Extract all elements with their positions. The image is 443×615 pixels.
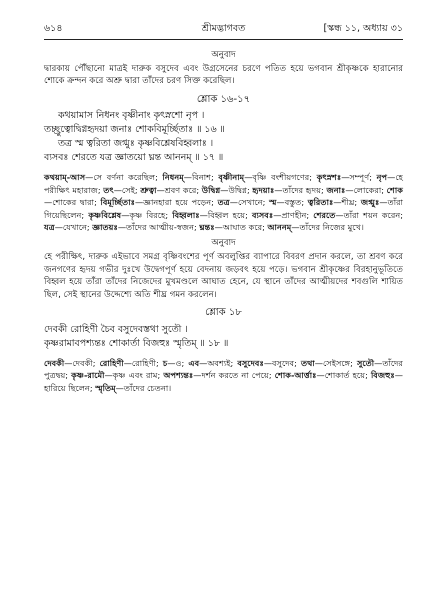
synonym-word: হৃদয়াঃ bbox=[252, 184, 275, 195]
synonym-meaning: তাঁদের পুত্রদ্বয় bbox=[44, 357, 403, 381]
synonym-word: শেরতে bbox=[313, 209, 336, 220]
header-divider bbox=[44, 39, 403, 40]
synonym-meaning: কৃষ্ণ এবং রাম bbox=[112, 370, 158, 381]
synonym-meaning: তাঁদের হৃদয় bbox=[282, 184, 322, 195]
synonym-meaning: সম্পূর্ণ bbox=[349, 172, 370, 183]
synonym-meaning: দেবকী bbox=[72, 357, 93, 368]
synonym-meaning: সেই bbox=[121, 184, 135, 195]
synonym-meaning: উদ্বিগ্ন bbox=[228, 184, 247, 195]
synonym-word: আননম্ bbox=[267, 222, 292, 232]
translation-text: দ্বারকায় পৌঁছানো মাত্রই দারুক বসুদেব এবং উগ্রসেনের চরণে পতিত হয়ে ভগবান শ্রীকৃষ্ণকে হারানোর শোকে ক্রন্দন করে অশ্রু দ্বারা তাঁদের চরণ সিক্ত করেছিল। bbox=[44, 63, 403, 87]
synonym-word: স্ম bbox=[269, 197, 277, 208]
synonyms-block: দেবকী—দেবকী; রোহিণী—রোহিণী; চ—ও; এব—অবশ্যই; বসুদেবঃ—বসুদেব; তথা—সেইসঙ্গে; সুতৌ—তাঁদের পুত্রদ্বয়; কৃষ্ণ-রামৌ—কৃষ্ণ এবং রাম; অপশ্যন্তঃ—দর্শন করতে না পেয়ে; শোক-আর্ত্তাঃ—শোকার্ত হয়ে; বিজহুঃ—হারিয়ে ছিলেন; স্মৃতিম্—তাঁদের চেতনা। bbox=[44, 357, 403, 393]
synonym-meaning: সেইসঙ্গে bbox=[322, 357, 351, 368]
synonym-meaning: তাঁদের নিজের মুখে bbox=[299, 222, 361, 232]
translation-heading: অনুবাদ bbox=[211, 238, 236, 249]
synonym-word: উদ্বিগ্ন bbox=[201, 184, 221, 195]
synonym-meaning: তাঁদের চেতনা bbox=[123, 382, 169, 393]
synonym-meaning: তাঁরা গিয়েছিলেন bbox=[44, 197, 403, 220]
synonym-word: তৎ bbox=[103, 184, 114, 195]
synonym-word: কথয়াম্-আস bbox=[44, 172, 86, 183]
synonym-meaning: ও bbox=[175, 357, 182, 368]
synonym-word: কৃষ্ণবিশ্লেষ bbox=[88, 209, 122, 220]
synonym-meaning: যেখানে bbox=[62, 222, 87, 232]
synonym-word: জগ্মুঃ bbox=[360, 197, 380, 208]
synonym-meaning: বস্তুত bbox=[284, 197, 302, 208]
synonym-meaning: দর্শন করতে না পেয়ে bbox=[201, 370, 269, 381]
synonym-meaning: বৃষ্ণি বংশীয়গণের bbox=[252, 172, 310, 183]
synonym-word: নৃপ bbox=[376, 172, 388, 183]
synonym-meaning: প্রাণহীন bbox=[281, 209, 307, 220]
page-header bbox=[44, 22, 403, 38]
shloka-title: শ্লোক ১৬-১৭ bbox=[196, 93, 251, 105]
synonym-meaning: জ্ঞানহারা হয়ে পড়েন bbox=[143, 197, 212, 208]
synonym-word: শোক-আর্ত্তাঃ bbox=[274, 370, 317, 381]
page-content bbox=[44, 48, 403, 398]
synonym-meaning: হে পরীক্ষিৎ মহারাজ bbox=[44, 172, 403, 195]
synonym-meaning: সে বর্ণনা করেছিল bbox=[93, 172, 156, 183]
synonym-meaning: বিনাশ bbox=[191, 172, 211, 183]
synonym-word: শোক bbox=[386, 184, 403, 195]
page-number: ৬১৪ bbox=[44, 23, 63, 34]
synonym-word: যত্র bbox=[44, 222, 55, 232]
synonym-meaning: সেখানে bbox=[237, 197, 263, 208]
synonym-meaning: তাঁদের আত্মীয়-স্বজন bbox=[126, 222, 194, 232]
book-title: শ্রীমদ্ভাগবত bbox=[201, 23, 246, 34]
verse-line: কৃষ্ণরামাবপশ্যন্তঃ শোকার্তা বিজহুঃ স্মৃতিম্ ॥ ১৮ ॥ bbox=[44, 337, 229, 349]
synonym-word: বিজহুঃ bbox=[370, 370, 395, 381]
synonym-meaning: শ্রবণ করে bbox=[164, 184, 197, 195]
synonym-meaning: শোকার্ত হয়ে bbox=[324, 370, 366, 381]
synonym-word: এব bbox=[188, 357, 200, 368]
synonym-word: শ্রুত্বা bbox=[140, 184, 157, 195]
synonym-word: রোহিণী bbox=[99, 357, 124, 368]
synonym-word: দেবকী bbox=[44, 357, 65, 368]
synonym-meaning: বসুদেব bbox=[272, 357, 295, 368]
chapter-reference: [স্কন্ধ ১১, অধ্যায় ৩১ bbox=[323, 23, 403, 34]
synonym-meaning: অবশ্যই bbox=[207, 357, 231, 368]
synonym-meaning: শীঘ্র bbox=[341, 197, 355, 208]
synonym-word: জনাঃ bbox=[326, 184, 346, 195]
synonym-word: জ্ঞাতয়ঃ bbox=[92, 222, 118, 232]
verse-line: তত্র স্ম ত্বরিতা জগ্মুঃ কৃষ্ণবিশ্লেষবিহ্বলাঃ । bbox=[58, 138, 214, 150]
synonym-word: স্মৃতিম্ bbox=[95, 382, 116, 393]
verse-line: ব্যসবঃ শেরতে যত্র জ্ঞাতয়ো ঘ্নন্ত আননম্ ॥ ১৭ ॥ bbox=[44, 152, 224, 164]
synonym-word: সুতৌ bbox=[356, 357, 375, 368]
synonym-meaning: তাঁরা শয়ন করেন bbox=[343, 209, 401, 220]
synonym-word: ত্বরিতাঃ bbox=[307, 197, 334, 208]
synonym-word: বিহ্বলাঃ bbox=[172, 209, 200, 220]
synonym-word: কৃষ্ণ-রামৌ bbox=[71, 370, 105, 381]
synonym-word: তত্র bbox=[217, 197, 230, 208]
verse-line: কথয়ামাস নিধনং বৃষ্ণীনাং কৃৎস্নশো নৃপ । bbox=[58, 110, 205, 122]
synonym-word: বসুদেবঃ bbox=[237, 357, 264, 368]
synonym-meaning: শোকের দ্বারা bbox=[52, 197, 95, 208]
synonym-word: বৃষ্ণীনাম্ bbox=[218, 172, 245, 183]
synonyms-block: কথয়াম্-আস—সে বর্ণনা করেছিল; নিধনম্—বিনাশ; বৃষ্ণীনাম্—বৃষ্ণি বংশীয়গণের; কৃৎস্নশঃ—সম্পূর্ণ; নৃপ—হে পরীক্ষিৎ মহারাজ; তৎ—সেই; শ্রুত্বা—শ্রবণ করে; উদ্বিগ্ন—উদ্বিগ্ন; হৃদয়াঃ—তাঁদের হৃদয়; জনাঃ—লোকেরা; শোক—শোকের দ্বারা; বিমূর্চ্ছিতাঃ—জ্ঞানহারা হয়ে পড়েন; তত্র—সেখানে; স্ম—বস্তুত; ত্বরিতাঃ—শীঘ্র; জগ্মুঃ—তাঁরা গিয়েছিলেন; কৃষ্ণবিশ্লেষ—কৃষ্ণ বিরহে; বিহ্বলাঃ—বিহ্বল হয়ে; ব্যসবঃ—প্রাণহীন; শেরতে—তাঁরা শয়ন করেন; যত্র—যেখানে; জ্ঞাতয়ঃ—তাঁদের আত্মীয়-স্বজন; ঘ্নন্তঃ—আঘাত করে; আননম্—তাঁদের নিজের মুখে। bbox=[44, 172, 403, 232]
synonym-word: অপশ্যন্তঃ bbox=[163, 370, 194, 381]
synonym-word: বিমূর্চ্ছিতাঃ bbox=[100, 197, 135, 208]
verse-line: তচ্ছ্রুত্বোদ্বিগ্নহৃদয়া জনাঃ শোকবিমূর্চ্ছিতাঃ ॥ ১৬ ॥ bbox=[44, 124, 225, 136]
synonym-word: ঘ্নন্তঃ bbox=[199, 222, 215, 232]
synonym-meaning: রোহিণী bbox=[131, 357, 157, 368]
synonym-meaning: কৃষ্ণ বিরহে bbox=[129, 209, 166, 220]
synonym-word: কৃৎস্নশঃ bbox=[316, 172, 342, 183]
translation-heading: অনুবাদ bbox=[211, 50, 236, 60]
synonym-word: নিধনম্ bbox=[162, 172, 184, 183]
synonym-word: তথা bbox=[300, 357, 315, 368]
synonym-meaning: লোকেরা bbox=[353, 184, 382, 195]
synonym-meaning: আঘাত করে bbox=[222, 222, 263, 232]
synonym-word: চ bbox=[162, 357, 168, 368]
translation-text: হে পরীক্ষিৎ, দারুক এইভাবে সমগ্র বৃষ্ণিবংশের পূর্ণ অবলুপ্তির ব্যাপারে বিবরণ প্রদান করলে, তা শ্রবণ করে জনগণের হৃদয় গভীর দুঃখে উদ্বেগপূর্ণ হয়ে বেদনায় জড়বৎ হয়ে পড়ে। ভগবান শ্রীকৃষ্ণের বিরহানুভূতিতে বিহ্বল হয়ে তাঁরা তাঁদের নিজেদের মুখমণ্ডলে আঘাত হেনে, যে স্থানে তাঁদের আত্মীয়দের শবগুলি শায়িত ছিল, সেই স্থানের উদ্দেশ্যে অতি শীঘ্র গমন করলেন। bbox=[44, 252, 403, 300]
synonym-meaning: হারিয়ে ছিলেন bbox=[44, 382, 90, 393]
verse-line: দেবকী রোহিণী চৈব বসুদেবস্তথা সুতৌ । bbox=[44, 323, 188, 335]
synonym-word: ব্যসবঃ bbox=[251, 209, 274, 220]
synonym-meaning: বিহ্বল হয়ে bbox=[207, 209, 246, 220]
shloka-verse bbox=[44, 323, 403, 351]
shloka-title: শ্লোক ১৮ bbox=[205, 307, 242, 319]
shloka-verse bbox=[44, 109, 403, 165]
